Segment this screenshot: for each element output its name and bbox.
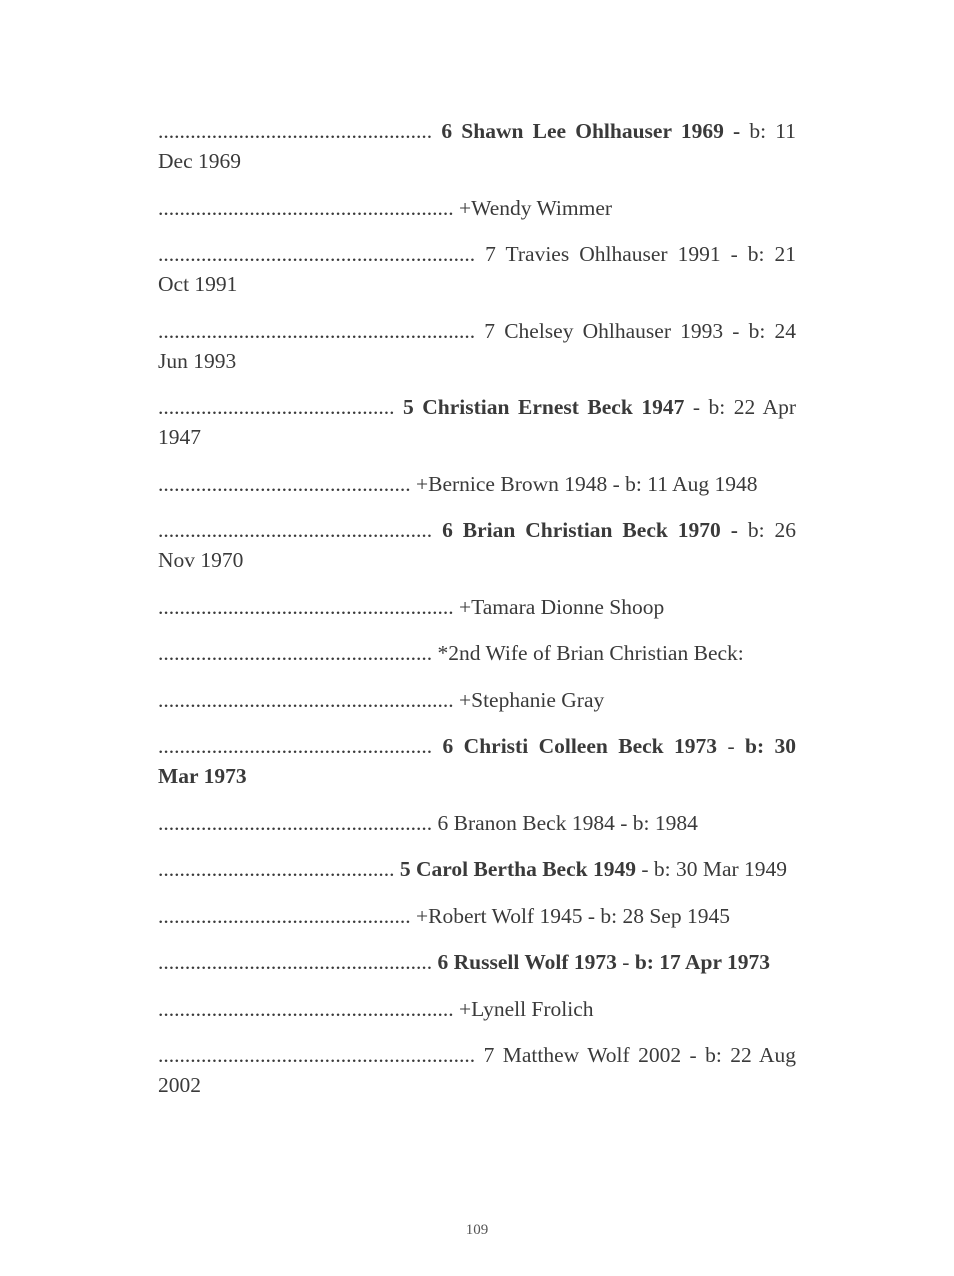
entry-bernice-brown xyxy=(158,469,796,499)
entry-travies-ohlhauser xyxy=(158,239,796,299)
document-body xyxy=(158,116,796,1117)
leader-dots: ................................................... xyxy=(158,734,433,758)
entry-stephanie-gray xyxy=(158,685,796,715)
entry-text: +Lynell Frolich xyxy=(459,996,594,1021)
entry-name: 6 Russell Wolf 1973 xyxy=(437,950,617,974)
leader-dots: ........................................................... xyxy=(158,318,476,343)
entry-robert-wolf xyxy=(158,901,796,931)
entry-text: *2nd Wife of Brian Christian Beck: xyxy=(437,641,744,665)
entry-name: 5 Christian Ernest Beck 1947 xyxy=(403,395,685,419)
leader-dots: ....................................................... xyxy=(158,996,454,1021)
entry-name: 5 Carol Bertha Beck 1949 xyxy=(399,857,636,881)
entry-wendy-wimmer xyxy=(158,193,796,223)
entry-tamara-dionne-shoop xyxy=(158,592,796,622)
entry-text: 6 Branon Beck 1984 - b: 1984 xyxy=(437,810,698,835)
leader-dots: ........................................................... xyxy=(158,242,476,266)
leader-dots: ....................................................... xyxy=(158,195,454,220)
leader-dots: ............................................... xyxy=(158,471,411,496)
entry-chelsey-ohlhauser xyxy=(158,316,796,376)
entry-text: +Bernice Brown 1948 - b: 11 Aug 1948 xyxy=(416,471,758,496)
leader-dots: ................................................... xyxy=(158,518,433,542)
entry-text: 7 Chelsey Ohlhauser 1993 - b: 24 Jun 1993 xyxy=(158,318,797,373)
entry-details: b: 26 Nov 1970 xyxy=(158,518,796,572)
leader-dots: ....................................................... xyxy=(158,594,454,619)
entry-lynell-frolich xyxy=(158,994,796,1024)
leader-dots: ................................................... xyxy=(158,810,433,835)
entry-shawn-lee-ohlhauser xyxy=(158,116,796,176)
leader-dots: ............................................ xyxy=(158,395,395,419)
entry-name: 6 Shawn Lee Ohlhauser 1969 - xyxy=(441,119,741,143)
entry-text: 7 Travies Ohlhauser 1991 - b: 21 Oct 1991 xyxy=(158,242,797,296)
page-number: 109 xyxy=(465,1222,489,1238)
leader-dots: ........................................................... xyxy=(158,1043,476,1067)
entry-details: b: 11 Dec 1969 xyxy=(158,119,796,173)
entry-separator: - xyxy=(622,950,630,974)
leader-dots: ............................................ xyxy=(158,857,395,881)
entry-separator: - xyxy=(727,734,735,758)
entry-details: b: 17 Apr 1973 xyxy=(634,950,771,974)
entry-matthew-wolf xyxy=(158,1040,796,1100)
leader-dots: ............................................... xyxy=(158,903,411,928)
leader-dots: ................................................... xyxy=(158,641,433,665)
entry-text: +Tamara Dionne Shoop xyxy=(459,594,665,619)
entry-second-wife-note xyxy=(158,638,796,668)
entry-russell-wolf xyxy=(158,947,796,977)
leader-dots: ................................................... xyxy=(158,950,433,974)
entry-name: 6 Christi Colleen Beck 1973 xyxy=(442,734,718,758)
entry-details: - b: 30 Mar 1949 xyxy=(641,857,788,881)
entry-details: - b: 22 Apr 1947 xyxy=(158,395,797,449)
leader-dots: ................................................... xyxy=(158,119,433,143)
entry-brian-christian-beck xyxy=(158,515,796,575)
entry-name: 6 Brian Christian Beck 1970 - xyxy=(442,518,738,542)
entry-christi-colleen-beck xyxy=(158,731,796,791)
entry-text: +Stephanie Gray xyxy=(459,687,605,712)
entry-text: +Robert Wolf 1945 - b: 28 Sep 1945 xyxy=(416,903,730,928)
entry-carol-bertha-beck xyxy=(158,854,796,884)
leader-dots: ....................................................... xyxy=(158,687,454,712)
entry-text: +Wendy Wimmer xyxy=(459,195,613,220)
entry-branon-beck xyxy=(158,808,796,838)
entry-details: b: 30 Mar 1973 xyxy=(158,734,797,788)
entry-text: 7 Matthew Wolf 2002 - b: 22 Aug 2002 xyxy=(158,1043,797,1097)
entry-christian-ernest-beck xyxy=(158,392,796,452)
